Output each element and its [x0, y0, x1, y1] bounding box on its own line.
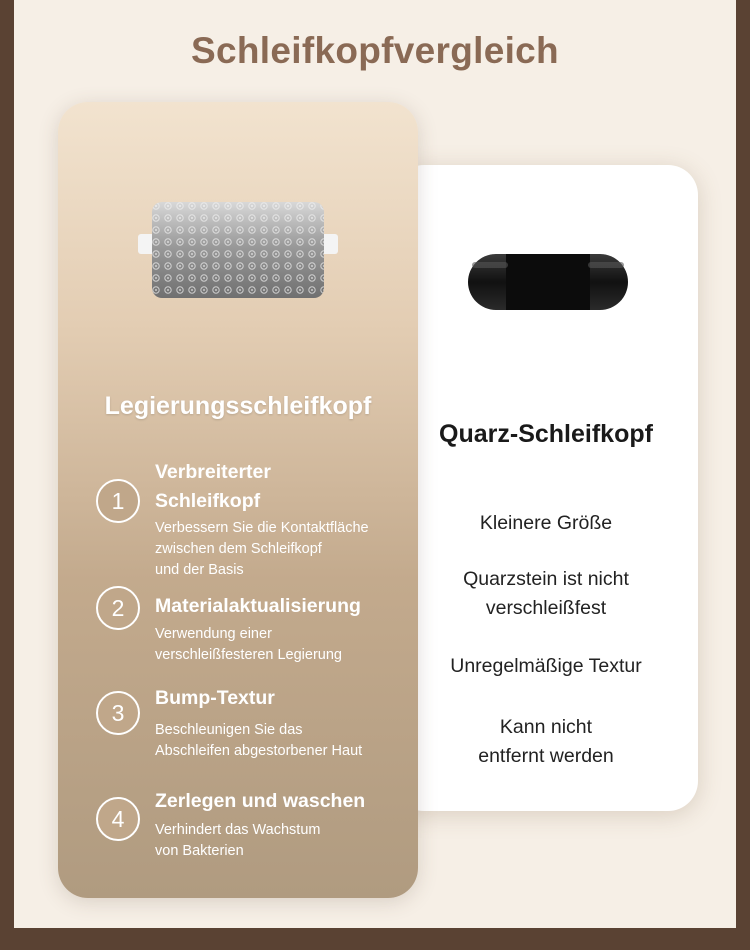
quartz-point-wear: Quarzstein ist nicht verschleißfest: [463, 568, 629, 619]
feature-description: Verhindert das Wachstum von Bakterien: [155, 822, 321, 859]
feature-title: Materialaktualisierung: [155, 595, 361, 617]
number-badge: 1: [96, 479, 140, 523]
feature-description: Verbessern Sie die Kontaktfläche zwischen dem Schleifkopf und der Basis: [155, 520, 369, 578]
alloy-card: [58, 102, 418, 898]
number-badge: 4: [96, 797, 140, 841]
feature-description: Beschleunigen Sie das Abschleifen abgestorbener Haut: [155, 722, 363, 759]
quartz-roller-image: [466, 248, 630, 316]
quartz-point-texture: Unregelmäßige Textur: [450, 655, 642, 677]
number-badge: 3: [96, 691, 140, 735]
alloy-heading: Legierungsschleifkopf: [104, 392, 372, 420]
comparison-panel: [14, 0, 736, 928]
feature-title: Zerlegen und waschen: [155, 790, 366, 812]
quartz-point-size: Kleinere Größe: [479, 512, 613, 534]
feature-title: Verbreiterter Schleifkopf: [155, 461, 271, 512]
page-title: Schleifkopfvergleich: [191, 30, 559, 71]
quartz-card: [394, 165, 698, 811]
feature-description: Verwendung einer verschleißfesteren Legierung: [155, 626, 342, 663]
alloy-roller-image: [138, 200, 338, 300]
number-badge: 2: [96, 586, 140, 630]
quartz-heading: Quarz-Schleifkopf: [439, 420, 653, 448]
feature-title: Bump-Textur: [155, 687, 275, 709]
quartz-point-removal: Kann nicht entfernt werden: [478, 716, 614, 767]
